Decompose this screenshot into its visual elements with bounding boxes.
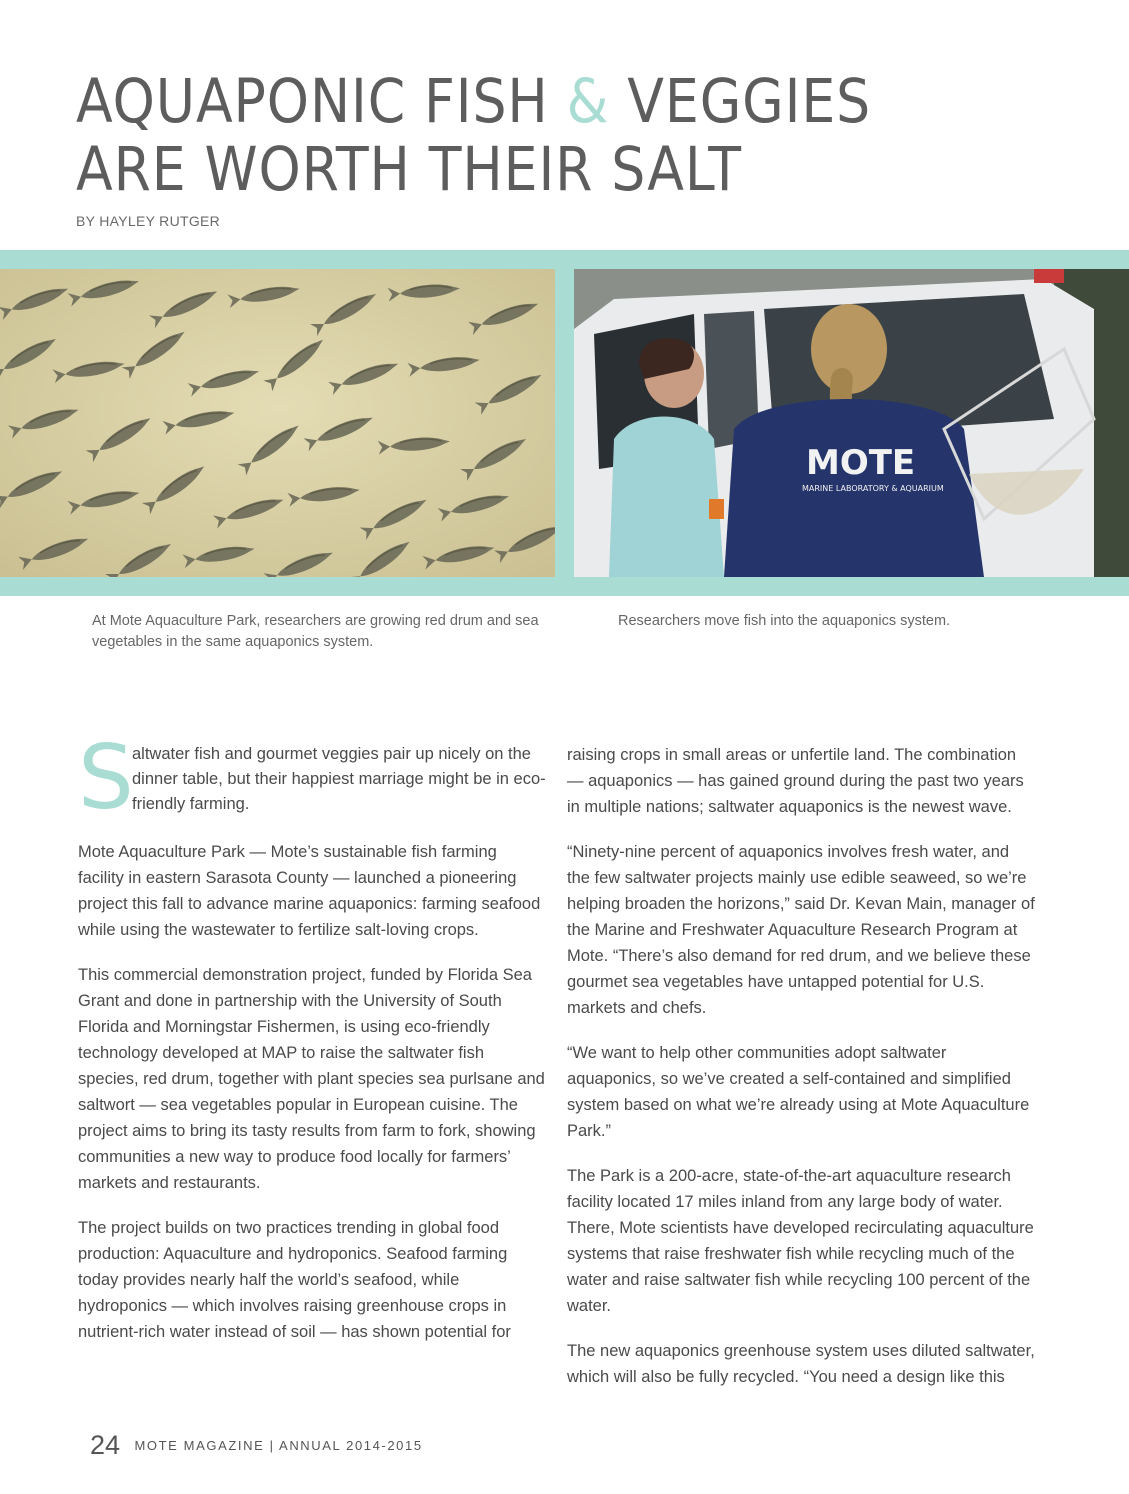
fish-tank-photo: [0, 269, 555, 577]
body-paragraph: The Park is a 200-acre, state-of-the-art aquaculture research facility located 17 miles inland from any large body of water. There, Mote scientists have developed recirculating aquaculture systems that raise freshwater fish while recycling much of the water and raise saltwater fish while recycling 100 percent of the water.: [567, 1167, 1034, 1315]
byline: BY HAYLEY RUTGER: [76, 213, 221, 229]
body-paragraph: This commercial demonstration project, funded by Florida Sea Grant and done in partnership with the University of South Florida and Morningstar Fishermen, is using eco-friendly technology developed at MAP to raise the saltwater fish species, red drum, together with plant species sea purlsane and saltwort — sea vegetables popular in European cuisine. The project aims to bring its tasty results from farm to fork, showing communities a new way to produce food locally for farmers’ markets and restaurants.: [78, 966, 545, 1192]
body-paragraph: The project builds on two practices trending in global food production: Aquaculture and hydroponics. Seafood farming today provides nearly half the world’s seafood, while hydroponics — which involves raising greenhouse crops in nutrient-rich water instead of soil — has shown potential for: [78, 1219, 511, 1341]
body-paragraph: The new aquaponics greenhouse system uses diluted saltwater, which will also be fully recycled. “You need a design like this: [567, 1342, 1035, 1386]
photo-caption-right: Researchers move fish into the aquaponics system.: [618, 613, 951, 629]
body-paragraph: “We want to help other communities adopt saltwater aquaponics, so we’ve created a self-contained and simplified system based on what we’re already using at Mote Aquaculture Park.”: [567, 1044, 1030, 1140]
lead-text: altwater fish and gourmet veggies pair up nicely on the dinner table, but their happiest marriage might be in eco-friendly farming.: [132, 745, 546, 813]
article-column-right: [567, 742, 1035, 1409]
title-line-1: AQUAPONIC FISH & VEGGIES: [76, 66, 872, 137]
body-paragraph: “Ninety-nine percent of aquaponics involves fresh water, and the few saltwater projects mainly use edible seaweed, so we’re helping broaden the horizons,” said Dr. Kevan Main, manager of the Marine and Freshwater Aquaculture Research Program at Mote. “There’s also demand for red drum, and we believe these gourmet sea vegetables have untapped potential for U.S. markets and chefs.: [567, 843, 1035, 1017]
page-number: 24: [90, 1430, 121, 1460]
researchers-photo: [574, 269, 1129, 577]
article-column-left: [78, 726, 546, 1364]
drop-cap: S: [78, 726, 134, 829]
publication-name: MOTE MAGAZINE | ANNUAL 2014-2015: [134, 1438, 423, 1453]
shirt-logo: MOTE: [806, 443, 916, 483]
photo-caption-left: At Mote Aquaculture Park, researchers are growing red drum and sea vegetables in the same aquaponics system.: [92, 613, 539, 650]
page-footer: [90, 1430, 423, 1461]
title-line-2: ARE WORTH THEIR SALT: [76, 134, 742, 205]
title-ampersand: &: [566, 66, 610, 137]
body-paragraph: raising crops in small areas or unfertile land. The combination — aquaponics — has gained ground during the past two years in multiple nations; saltwater aquaponics is the newest wave.: [567, 746, 1024, 816]
body-paragraph: Mote Aquaculture Park — Mote’s sustainable fish farming facility in eastern Sarasota County — launched a pioneering project this fall to advance marine aquaponics: farming seafood while using the wastewater to fertilize salt-loving crops.: [78, 843, 541, 939]
shirt-subtext: MARINE LABORATORY & AQUARIUM: [802, 484, 944, 493]
article-title: [76, 68, 871, 204]
lead-paragraph: [78, 726, 546, 829]
